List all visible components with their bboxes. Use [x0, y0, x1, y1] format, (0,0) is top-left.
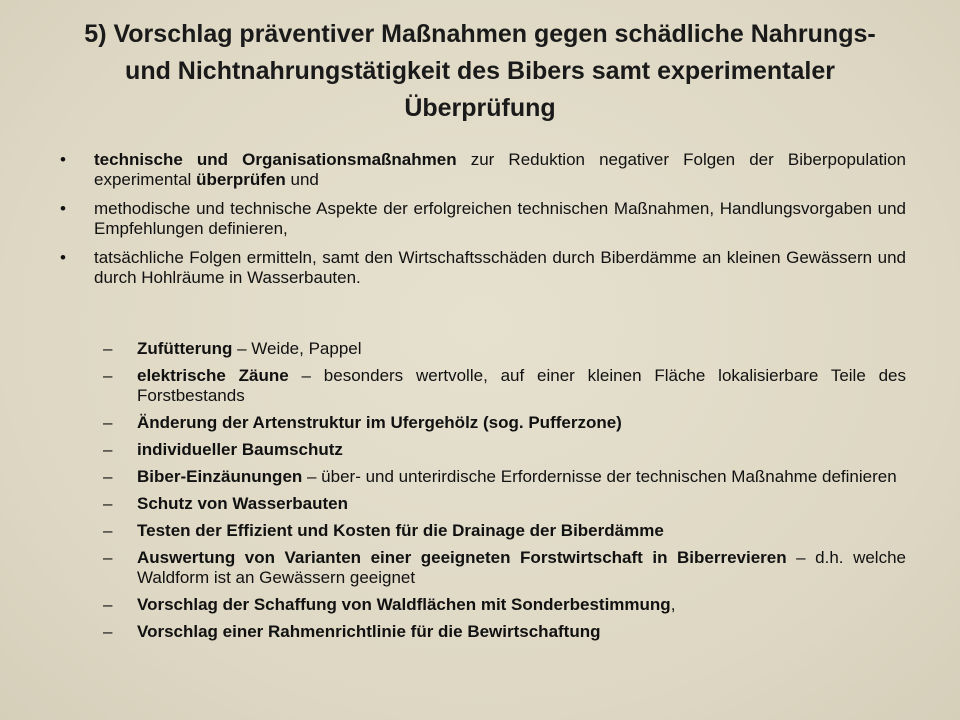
bullet-bold: überprüfen [196, 170, 286, 189]
sub-text: , [670, 595, 676, 614]
bullet-item [60, 199, 906, 239]
sub-list [103, 339, 906, 649]
sub-item [103, 339, 906, 359]
dash-icon: – [103, 339, 113, 358]
sub-bold: Testen der Effizient und Kosten für die Drainage der Biberdämme [137, 521, 664, 540]
sub-text: – Weide, Pappel [232, 339, 362, 358]
dash-icon: – [103, 413, 113, 432]
sub-text: – über- und unterirdische Erfordernisse der technischen Maßnahme definieren [302, 467, 897, 486]
bullet-dot-icon: • [60, 150, 66, 169]
sub-text: – besonders wertvolle, auf einer kleinen Fläche lokalisierbare Teile des Forstbestands [137, 366, 907, 405]
bullet-dot-icon: • [60, 248, 66, 267]
dash-icon: – [103, 366, 113, 385]
dash-icon: – [103, 521, 113, 540]
sub-item [103, 366, 906, 406]
sub-bold: Änderung der Artenstruktur im Ufergehölz (sog. Pufferzone) [137, 413, 622, 432]
bullet-text: tatsächliche Folgen ermitteln, samt den Wirtschaftsschäden durch Biberdämme an kleinen Gewässern und durch Hohlräume in Wasserbauten. [94, 248, 906, 287]
title-line-2: und Nichtnahrungstätigkeit des Bibers samt experimentaler [125, 57, 835, 85]
sub-item [103, 622, 906, 642]
sub-item [103, 467, 906, 487]
sub-item [103, 521, 906, 541]
sub-bold: Vorschlag der Schaffung von Waldflächen mit Sonderbestimmung [137, 595, 671, 614]
sub-item [103, 440, 906, 460]
slide-title [20, 16, 940, 127]
sub-bold: Biber-Einzäunungen [137, 467, 303, 486]
sub-text: – d.h. welche Waldform ist an Gewässern geeignet [137, 548, 906, 587]
bullet-text: methodische und technische Aspekte der erfolgreichen technischen Maßnahmen, Handlungsvorgaben und Empfehlungen definieren, [94, 199, 906, 238]
sub-item [103, 548, 906, 588]
title-line-3: Überprüfung [404, 94, 556, 122]
dash-icon: – [103, 440, 113, 459]
title-line-1: 5) Vorschlag präventiver Maßnahmen gegen schädliche Nahrungs- [84, 20, 876, 48]
bullet-text: und [285, 170, 319, 189]
bullet-list [60, 150, 906, 297]
sub-bold: elektrische Zäune [137, 366, 289, 385]
sub-item [103, 494, 906, 514]
sub-item [103, 595, 906, 615]
sub-bold: Vorschlag einer Rahmenrichtlinie für die Bewirtschaftung [137, 622, 601, 641]
dash-icon: – [103, 548, 113, 567]
dash-icon: – [103, 622, 113, 641]
dash-icon: – [103, 595, 113, 614]
dash-icon: – [103, 467, 113, 486]
dash-icon: – [103, 494, 113, 513]
sub-bold: Schutz von Wasserbauten [137, 494, 348, 513]
bullet-dot-icon: • [60, 199, 66, 218]
sub-bold: individueller Baumschutz [137, 440, 343, 459]
sub-bold: Auswertung von Varianten einer geeigneten Forstwirtschaft in Biberrevieren [137, 548, 787, 567]
sub-bold: Zufütterung [137, 339, 233, 358]
bullet-bold: technische und Organisationsmaßnahmen [94, 150, 457, 169]
sub-item [103, 413, 906, 433]
bullet-item [60, 150, 906, 190]
bullet-item [60, 248, 906, 288]
bullet-text: zur Reduktion negativer Folgen der Biberpopulation experimental [94, 150, 907, 189]
